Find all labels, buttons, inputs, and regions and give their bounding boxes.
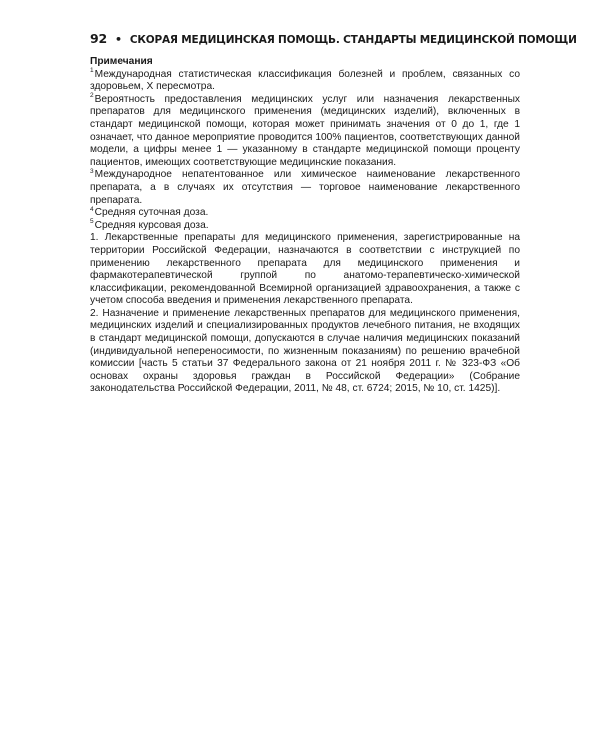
footnote-marker: 3 bbox=[90, 167, 94, 175]
footnote-marker: 5 bbox=[90, 218, 94, 226]
footnote-marker: 1 bbox=[90, 67, 94, 75]
running-title: СКОРАЯ МЕДИЦИНСКАЯ ПОМОЩЬ. СТАНДАРТЫ МЕДИЦИНСКОЙ ПОМОЩИ bbox=[129, 34, 577, 46]
page-header bbox=[90, 31, 577, 46]
footnote-marker: 4 bbox=[90, 205, 94, 213]
footnote-4 bbox=[90, 207, 520, 220]
footnote-text: Средняя суточная доза. bbox=[94, 207, 209, 219]
header-bullet: • bbox=[115, 33, 122, 46]
footnote-text: Международное непатентованное или химическое наименование лекарственного препарата, а в случаях их отсутствия — торговое наименование лекарственного препарата. bbox=[90, 169, 520, 206]
paragraph-2: 2. Назначение и применение лекарственных препаратов для медицинского применения, медицинских изделий и специализированных продуктов лечебного питания, не входящих в стандарт медицинской помощи, допускаются в случае наличия медицинских показаний (индивидуальной непереносимости, по жизненным показаниям) по решению врачебной комиссии [часть 5 статьи 37 Федерального закона от 21 ноября 2011 г. № 323-ФЗ «Об основах охраны здоровья граждан в Российской Федерации» (Собрание законодательства Российской Федерации, 2011, № 48, ст. 6724; 2015, № 10, ст. 1425)]. bbox=[90, 307, 520, 395]
footnote-text: Средняя курсовая доза. bbox=[94, 219, 209, 231]
footnote-3 bbox=[90, 169, 520, 207]
page-number: 92 bbox=[90, 31, 107, 46]
footnote-1 bbox=[90, 69, 520, 94]
footnote-marker: 2 bbox=[90, 92, 94, 100]
footnote-text: Международная статистическая классификация болезней и проблем, связанных со здоровьем, X пересмотра. bbox=[90, 68, 520, 93]
footnote-2 bbox=[90, 94, 520, 170]
notes-section bbox=[90, 56, 520, 396]
footnote-5 bbox=[90, 220, 520, 233]
notes-heading: Примечания bbox=[90, 56, 153, 67]
footnote-text: Вероятность предоставления медицинских услуг или назначения лекарственных препаратов для медицинского применения (медицинских изделий), включенных в стандарт медицинской помощи, которая может принимать значения от 0 до 1, где 1 означает, что данное мероприятие проводится 100% пациентов, соответствующих данной модели, а цифры менее 1 — указанному в стандарте медицинской помощи проценту пациентов, имеющих соответствующие медицинские показания. bbox=[90, 93, 520, 168]
paragraph-1: 1. Лекарственные препараты для медицинского применения, зарегистрированные на территории Российской Федерации, назначаются в соответствии с инструкцией по применению лекарственного препарата для медицинского применения и фармакотерапевтической группой по анатомо-терапевтическо-химической классификации, рекомендованной Всемирной организацией здравоохранения, а также с учетом способа введения и применения лекарственного препарата. bbox=[90, 232, 520, 307]
